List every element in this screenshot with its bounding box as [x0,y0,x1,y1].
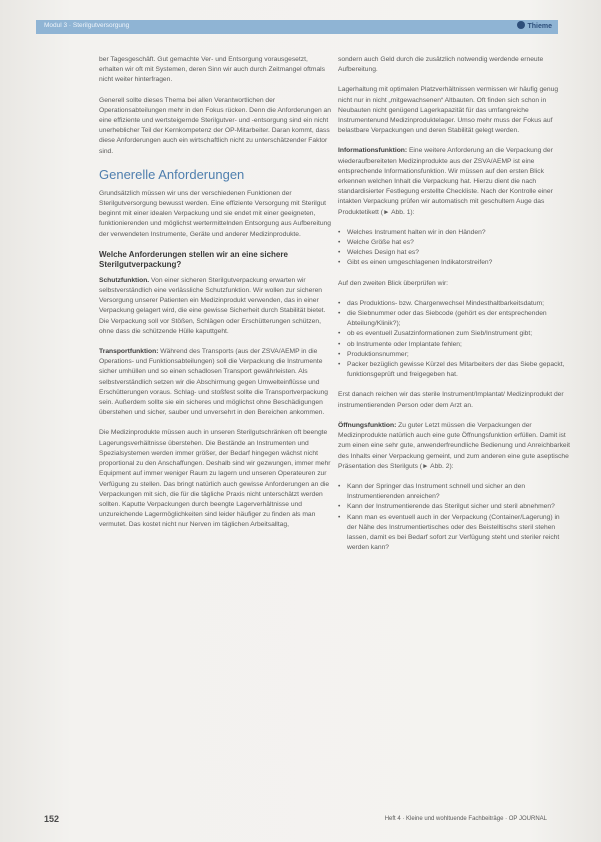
right-column [338,55,570,563]
paragraph [99,276,331,337]
paragraph: Lagerhaltung mit optimalen Platzverhältnissen vermissen wir häufig genug nicht nur in nicht „mitgewachsenen“ Altbauten. Oft finden sich schon in Neubauten nicht genügend Lagerkapazität für das umfangreiche Instrumentenund Medizinproduktelager. Umso mehr muss der Fokus auf belastbare Verpackungen und deren Stabilität gelegt werden. [338,86,559,135]
list-item: • die Siebnummer oder das Siebcode (gehört es der entsprechenden Abteilung/Klinik?); [338,309,570,329]
paragraph-text: Von einer sicheren Sterilgutverpackung erwarten wir selbstverständlich eine verlässliche Schutzfunktion. Wir wollen zur sicheren Versorgung unserer Patienten ein Medizinprodukt verwenden, das in einer Verpackung gelagert wird, die eine gewisse Sicherheit durch Stabilität bietet. Die Verpackung soll vor Stößen, Schlägen oder Erschütterungen schützen, ohne dass die schützende Hülle kaputtgeht. [99,276,326,335]
paragraph: Die Medizinprodukte müssen auch in unseren Sterilgutschränken oft beengte Lagerungsverhältnisse überstehen. Die Bestände an Instrumenten und Spezialsystemen werden immer größer, der Bedarf hingegen wächst nicht proportional zu den Anschaffungen. Deshalb sind wir gezwungen, immer mehr Equipment auf immer weniger Raum zu lagern und unseren Operateuren zur Verfügung zu stellen. Das bringt natürlich auch gewisse Anforderungen an die Verpackungen mit sich, die für die tägliche Praxis nicht unterschätzt werden sollten. Kaputte Verpackungen durch beengte Lagerverhältnisse und unzureichende Lagermöglichkeiten sind leider häufiger zu finden als man vermutet. Das kostet nicht nur Nerven im täglichen Arbeitsalltag, [99,429,331,529]
page-number: 152 [44,814,60,824]
paragraph [338,421,570,472]
bullet-list [338,482,570,553]
paragraph-text: Während des Transports (aus der ZSVA/AEMP in die Operations- und Funktionsabteilungen) soll die Verpackung die Instrumente sicher umhüllen und so einen schadlosen Transport gewährleisten. Als selbstverständlich setzen wir die Abschirmung gegen Umwelteinflüsse und Erschütterungen voraus. Schlag- und stoßfest sollte die Transportverpackung sein. Außerdem sollte sie ein sicheres und möglichst ohne Beschädigungen überstehen und sicher, sauber und unversehrt in den Bereichen ankommen. [99,348,328,417]
publisher-name: Thieme [527,23,552,30]
left-column [99,55,331,541]
paragraph: Erst danach reichen wir das sterile Instrument/Implantat/ Medizinprodukt der instrumentierenden Person oder dem Arzt an. [338,391,564,409]
paragraph-text: Eine weitere Anforderung an die Verpackung der wiederaufbereiteten Medizinprodukte aus der ZSVA/AEMP ist eine entsprechende Informationsfunktion. Wir müssen auf den ersten Blick erkennen welchen Inhalt die Verpackung hat. Hierzu dient die nach standardisierter Festlegung erstellte Checkliste. Nach der Kontrolle einer intakten Verpackung prüfen wir automatisch mit geschultem Auge das Produktetikett (► Abb. 1): [338,147,553,216]
paragraph-text: Zu guter Letzt müssen die Verpackungen der Medizinprodukte natürlich auch eine gute Öffnungsfunktion erfüllen. Damit ist zum einen eine sehr gute, anwenderfreundliche Bedienung und Anreichbarkeit des Inhalts einer Verpackung gemeint, und zum anderen eine gute aseptische Präsentation des Sterilguts (► Abb. 2): [338,421,570,470]
list-item: • ob Instrumente oder Implantate fehlen; [338,340,570,350]
run-in-heading: Schutzfunktion. [99,276,150,284]
list-item: • Kann man es eventuell auch in der Verpackung (Container/Lagerung) in der Nähe des Instrumentiertisches oder des Beistelltischs steril stehen lassen, damit es bei Bedarf sofort zur Verfügung steht und steriler reicht werden kann? [338,513,570,554]
paragraph: sondern auch Geld durch die zusätzlich notwendig werdende erneute Aufbereitung. [338,56,544,74]
list-item: • das Produktions- bzw. Chargenwechsel Mindesthaltbarkeitsdatum; [338,299,570,309]
list-item: • Produktionsnummer; [338,350,570,360]
list-item: • Welches Instrument halten wir in den Händen? [338,228,570,238]
run-in-heading: Informationsfunktion: [338,147,408,155]
running-footer: Heft 4 · Kleine und wohltuende Fachbeiträge · OP JOURNAL [384,816,547,822]
bullet-list [338,299,570,381]
paragraph: Auf den zweiten Blick überprüfen wir: [338,279,449,287]
list-item: • Kann der Instrumentierende das Sterilgut sicher und steril abnehmen? [338,502,570,512]
run-in-heading: Öffnungsfunktion: [338,421,397,429]
section-heading: Generelle Anforderungen [99,166,245,182]
running-header [36,20,558,34]
paragraph [99,347,331,418]
list-item: • Welches Design hat es? [338,248,570,258]
publisher-logo [517,21,552,30]
paragraph: Generell sollte dieses Thema bei allen Verantwortlichen der Operationsabteilungen mehr in den Fokus rücken. Denn die Anforderungen an eine effiziente und wertsteigernde Sterilgutver- und -entsorgung sind ein nicht unerheblicher Teil der Kernkompetenz der OP-Mitarbeiter. Daran kommt, dass diese Anforderungen auch ein wirtschaftlich nicht zu unterschätzender Faktor sind. [99,96,331,155]
list-item: • Packer bezüglich gewisse Kürzel des Mitarbeiters der das Siebe gepackt, funktionsgeprüft und freigegeben hat. [338,360,570,380]
list-item: • Kann der Springer das Instrument schnell und sicher an den Instrumentierenden anreichen? [338,482,570,502]
run-in-heading: Transportfunktion: [99,348,159,356]
header-section-title: Modul 3 · Sterilgutversorgung [44,22,130,29]
subsection-heading: Welche Anforderungen stellen wir an eine sichere Sterilgutverpackung? [99,249,288,269]
list-item: • ob es eventuell Zusatzinformationen zum Sieb/Instrument gibt; [338,329,570,339]
paragraph: Grundsätzlich müssen wir uns der verschiedenen Funktionen der Sterilgutversorgung bewusst werden. Eine effiziente Versorgung mit Sterilgut beginnt mit einer idealen Verpackung und sie endet mit einer geeigneten, funktionierenden und möglichst wertermittelnden Entsorgung aus Aufbereitung der verwendeten Instrumente, Geräte und anderer Medizinprodukte. [99,189,331,238]
paragraph: ber Tagesgeschäft. Gut gemachte Ver- und Entsorgung vorausgesetzt, erhalten wir oft mit Systemen, deren Sinn wir auch durch Zeitmangel oftmals nicht weiter hinterfragen. [99,56,325,84]
bullet-list [338,228,570,269]
paragraph [338,146,570,217]
list-item: • Gibt es einen umgeschlagenen Indikatorstreifen? [338,258,570,268]
thieme-logo-icon [517,21,525,29]
list-item: • Welche Größe hat es? [338,238,570,248]
